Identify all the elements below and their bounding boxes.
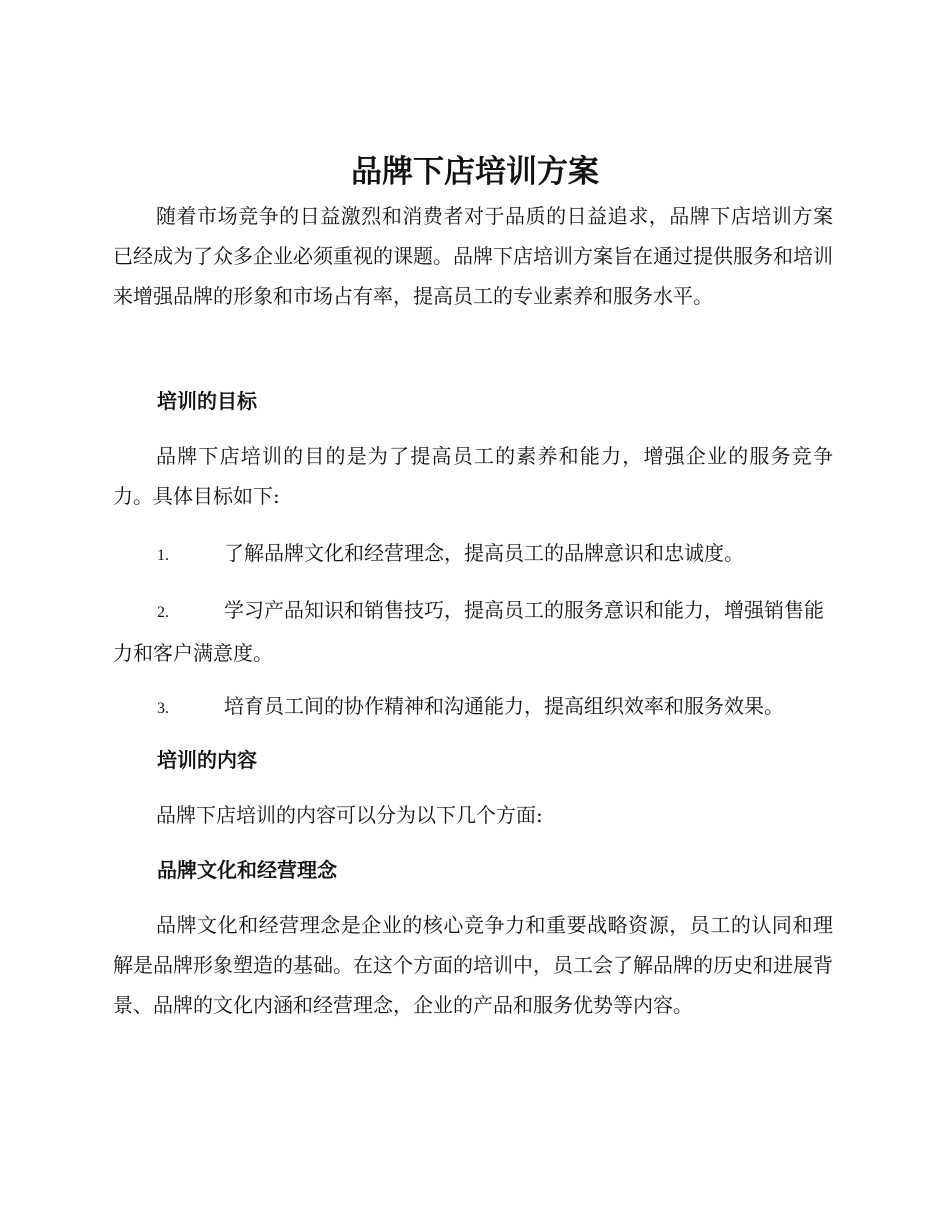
culture-paragraph: 品牌文化和经营理念是企业的核心竞争力和重要战略资源，员工的认同和理解是品牌形象塑造的基础。在这个方面的培训中，员工会了解品牌的历史和进展背景、品牌的文化内涵和经营理念，企业的产品和服务优势等内容。 bbox=[113, 913, 833, 1017]
list-text: 培育员工间的协作精神和沟通能力，提高组织效率和服务效果。 bbox=[224, 694, 784, 718]
culture-heading: 品牌文化和经营理念 bbox=[157, 858, 337, 882]
list-number: 2. bbox=[157, 604, 169, 621]
goal-list-item bbox=[113, 590, 833, 673]
list-text: 学习产品知识和销售技巧，提高员工的服务意识和能力，增强销售能力和客户满意度。 bbox=[113, 598, 824, 665]
list-number: 3. bbox=[157, 700, 169, 717]
goal-list-item bbox=[113, 533, 833, 576]
content-paragraph: 品牌下店培训的内容可以分为以下几个方面: bbox=[156, 803, 543, 827]
content-heading: 培训的内容 bbox=[157, 748, 257, 772]
document-title: 品牌下店培训方案 bbox=[351, 154, 599, 190]
list-number: 1. bbox=[157, 547, 169, 564]
intro-paragraph: 随着市场竞争的日益激烈和消费者对于品质的日益追求，品牌下店培训方案已经成为了众多企业必须重视的课题。品牌下店培训方案旨在通过提供服务和培训来增强品牌的形象和市场占有率，提高员工的专业素养和服务水平。 bbox=[113, 204, 833, 308]
goals-heading: 培训的目标 bbox=[157, 389, 257, 413]
list-text: 了解品牌文化和经营理念，提高员工的品牌意识和忠诚度。 bbox=[224, 541, 744, 565]
goals-paragraph: 品牌下店培训的目的是为了提高员工的素养和能力，增强企业的服务竞争力。具体目标如下: bbox=[113, 444, 833, 508]
goal-list-item bbox=[113, 686, 833, 729]
